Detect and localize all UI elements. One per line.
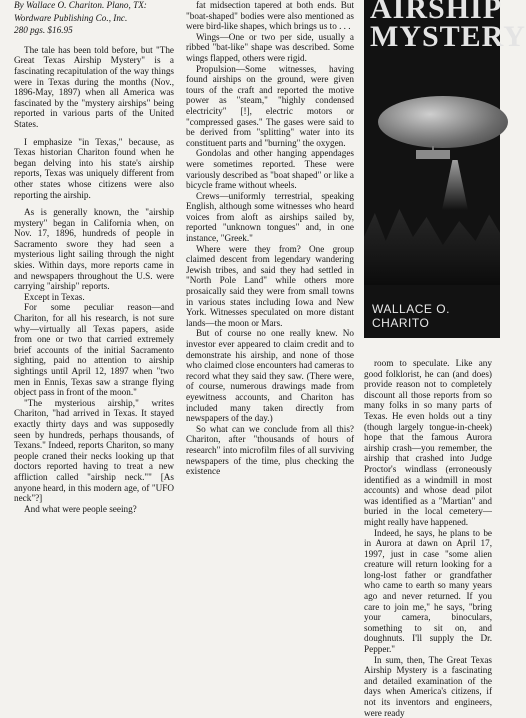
cover-title-line-2: MYSTERY bbox=[370, 20, 526, 53]
book-cover-image bbox=[364, 0, 526, 338]
byline-author: By Wallace O. Chariton. Plano, TX: bbox=[14, 0, 147, 10]
airship-gondola bbox=[416, 150, 450, 159]
paragraph: Crews—uniformly terrestrial, speaking English, although some witnesses who heard voices from aloft as airships sailed by, reported "unknown tongues" and, in one instance, "Greek." bbox=[186, 190, 354, 244]
paragraph: But of course no one really knew. No investor ever appeared to claim credit and to demonstrate his airship, and none of those who claimed close encounters had cameras to record what they said they saw. (There were, of course, numerous drawings made from eyewitness accounts, and Chariton has included many taken directly from newspapers of the day.) bbox=[186, 328, 354, 424]
paragraph: The tale has been told before, but "The Great Texas Airship Mystery" is a fascinating recapitulation of the way things were in Texas during the months (Nov., 1896-May, 1897) when all America was fascinated by the "mystery airships" being reported in various parts of the United States. bbox=[14, 44, 174, 129]
paragraph: "The mysterious airship," writes Chariton, "had arrived in Texas. It stayed exactly thirty days and was supposedly seen by hundreds, perhaps thousands, of Texans." Indeed, reports Chariton, so many people craned their necks looking up that doctors reported having to treat a new affliction called "airship neck."" [As anyone heard, in this modern age, of "UFO neck"?] bbox=[14, 397, 174, 504]
paragraph: I emphasize "in Texas," because, as Texas historian Chariton found when he began delving into his state's airship reports, Texas was uniquely different from other states whose citizens were also reporting the airship. bbox=[14, 136, 174, 200]
paragraph: And what were people seeing? bbox=[24, 503, 137, 514]
paragraph: Propulsion—Some witnesses, having found airships on the ground, were given tours of the craft and reported the motive power as "steam," "highly condensed electricity" [!], electric motors or "compressed gases." The gases were said to be derived from "splitting" water into its constituent parts and "burning" the oxygen. bbox=[186, 63, 354, 148]
searchlight-beam bbox=[442, 160, 468, 210]
cover-author: WALLACE O. CHARITO bbox=[372, 302, 450, 330]
paragraph: Indeed, he says, he plans to be in Aurora at dawn on April 17, 1997, just in case "some alien creature will return looking for a long-lost father or grandfather who came to earth so many years ago and never returned. If you care to join me," he says, "bring your camera, binoculars, something to sit on, and doughnuts. I'll supply the Dr. Pepper." bbox=[364, 527, 492, 655]
byline-price: 280 pgs. $16.95 bbox=[14, 25, 73, 36]
paragraph: As is generally known, the "airship mystery" began in California when, on Nov. 17, 1896, hundreds of people in Sacramento swore they had seen a mysterious light sailing through the night skies. Within days, more reports came in and newspapers throughout the U.S. were carrying "airship" reports. bbox=[14, 207, 174, 292]
review-column-1 bbox=[14, 0, 174, 514]
review-column-2 bbox=[186, 0, 354, 477]
review-column-3 bbox=[364, 358, 492, 718]
treeline-silhouette bbox=[364, 205, 500, 285]
cover-title-line-1: AIRSHIP bbox=[370, 0, 503, 25]
paragraph: fat midsection tapered at both ends. But "boat-shaped" bodies were also mentioned as were bird-like shapes, which brings us to . . . bbox=[186, 0, 354, 32]
paragraph: For some peculiar reason—and Chariton, for all his research, is not sure why—virtually all Texas papers, aside from one or two that carried extremely brief accounts of the initial Sacramento sighting, paid no attention to airship sightings until April 12, 1897 when "two men in Ennis, Texas saw a strange flying object pass in front of the moon." bbox=[14, 302, 174, 398]
airship-illustration bbox=[378, 96, 508, 148]
byline-publisher: Wordware Publishing Co., Inc. bbox=[14, 12, 128, 23]
paragraph: Except in Texas. bbox=[24, 291, 85, 302]
paragraph: Gondolas and other hanging appendages were sometimes reported. These were variously described as "boat shaped" or like a bicycle frame without wheels. bbox=[186, 148, 354, 191]
paragraph: room to speculate. Like any good folklorist, he can (and does) provide reason not to completely discount all those reports from so many folks in so many parts of Texas. He even holds out a tiny (though largely tongue-in-cheek) hope that the famous Aurora airship crash—you remember, the airship that crashed into Judge Proctor's windlass (erroneously identified as a windmill in most accounts) and whose dead pilot was identified as a "Martian" and buried in the local cemetery—might really have happened. bbox=[364, 358, 492, 527]
paragraph: In sum, then, The Great Texas Airship Mystery is a fascinating and detailed examination of the days when America's citizens, if not its inventors and engineers, were ready bbox=[364, 654, 492, 718]
paragraph: Where were they from? One group claimed descent from legendary wandering Jewish tribes, and said they had settled in "North Pole Land" while others more prosaically said they were from small towns in various states including Iowa and New York. Witnesses speculated on more distant lands—the moon or Mars. bbox=[186, 243, 354, 328]
paragraph: Wings—One or two per side, usually a ribbed "bat-like" shape was described. Some wings flapped, others were rigid. bbox=[186, 31, 354, 63]
paragraph: So what can we conclude from all this? Chariton, after "thousands of hours of research" into microfilm files of all surviving newspapers of the time, plus checking the existence bbox=[186, 423, 354, 477]
